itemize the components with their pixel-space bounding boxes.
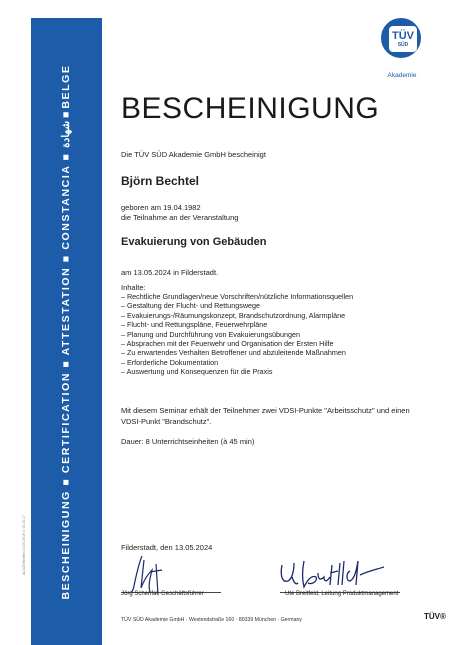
list-item: – Evakuierungs-/Räumungskonzept, Brandschutzordnung, Alarmpläne [121, 310, 346, 320]
sign-place-date: Filderstadt, den 13.05.2024 [121, 543, 213, 552]
list-item: – Erforderliche Dokumentation [121, 357, 219, 367]
contents-label: Inhalte: [121, 283, 146, 292]
certificate-title: BESCHEINIGUNG [121, 92, 380, 125]
birth-date: geboren am 19.04.1982 [121, 203, 201, 212]
participation-text: die Teilnahme an der Veranstaltung [121, 213, 239, 222]
vdsi-text-line2: VDSI-Punkt "Brandschutz". [121, 417, 212, 426]
list-item: – Gestaltung der Flucht- und Rettungswege [121, 301, 261, 311]
side-band-text: BESCHEINIGUNG ■ CERTIFICATION ■ ATTESTATION ■ CONSTANCIA ■ شهادة ■ BELGE [60, 64, 72, 600]
list-item: – Auswertung und Konsequenzen für die Praxis [121, 367, 273, 377]
logo-circle [381, 18, 421, 58]
vdsi-text-line1: Mit diesem Seminar erhält der Teilnehmer zwei VDSI-Punkte "Arbeitsschutz" und einen [121, 406, 410, 415]
footer-address: TÜV SÜD Akademie GmbH · Westendstraße 160 · 80339 München · Germany [121, 617, 302, 623]
logo-tuv-text: TÜV [392, 30, 414, 42]
list-item: – Flucht- und Rettungspläne, Feuerwehrpläne [121, 320, 268, 330]
duration-text: Dauer: 8 Unterrichtseinheiten (à 45 min) [121, 437, 255, 446]
intro-text: Die TÜV SÜD Akademie GmbH bescheinigt [121, 150, 266, 159]
date-place: am 13.05.2024 in Filderstadt. [121, 268, 219, 277]
list-item: – Zu erwartendes Verhalten Betroffener und abzuleitende Maßnahmen [121, 348, 346, 358]
list-item: – Rechtliche Grundlagen/neue Vorschriften/nützliche Informationsquellen [121, 292, 354, 301]
list-item: – Planung und Durchführung von Evakuierungsübungen [121, 329, 301, 339]
signature-2 [278, 557, 388, 593]
course-title: Evakuierung von Gebäuden [121, 236, 267, 248]
signer-2-name: Ute Breitfeld, Leitung Produktmanagement [285, 591, 399, 597]
tuv-sud-logo [377, 18, 429, 82]
signer-1-name: Jörg Schenfal, Geschäftsführer [121, 591, 204, 597]
participant-name: Björn Bechtel [121, 174, 200, 188]
footer-logo: TÜV® [424, 612, 446, 621]
logo-sud-text: SÜD [397, 42, 409, 48]
contents-list [121, 292, 353, 377]
document-code: AC425 Bestfrei 10.09.2019 V 15.10.17 [22, 515, 26, 575]
logo-caption: Akademie [387, 72, 417, 79]
list-item: – Absprachen mit der Feuerwehr und Organisation der Ersten Hilfe [121, 339, 334, 349]
